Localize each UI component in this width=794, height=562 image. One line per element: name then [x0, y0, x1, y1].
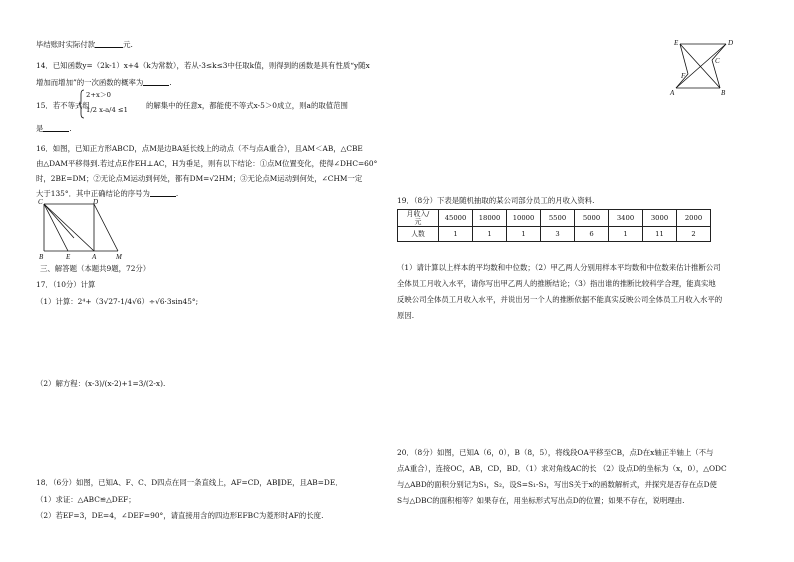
table-cell: 3	[541, 227, 575, 242]
q15-prefix: 15．若不等式组	[36, 101, 90, 110]
fig18-label-b: B	[721, 89, 726, 96]
answer-blank[interactable]	[150, 188, 176, 197]
square-figure	[36, 198, 136, 260]
q17-part1: （1）计算：2⁴+（3√27-1/4√6）÷√6·3sin45°;	[36, 297, 199, 306]
q19-line1: （1）请计算以上样本的平均数和中位数；（2）甲乙两人分别用样本平均数和中位数来估计推断公司	[397, 263, 721, 272]
section-3-heading: 三、解答题（本题共9题，72分）	[40, 264, 151, 273]
q14-line2: 增加而增加”的一次函数的概率为 .	[36, 78, 172, 87]
q18-line3: （2）若EF=3，DE=4，∠DEF=90°，请直接用含的四边形EFBC为菱形时AF的长度.	[36, 511, 324, 520]
fig16-label-a: A	[92, 253, 97, 260]
table-header-income: 月收入/ 元	[398, 210, 439, 227]
q19-line3: 反映公司全体员工月收入水平，并说出另一个人的推断依据不能真实反映公司全体员工月收入水平的	[397, 295, 723, 304]
table-cell: 11	[643, 227, 677, 242]
q15-post: 的解集中的任意x，都能使不等式x-5＞0成立，则a的取值范围	[146, 101, 348, 110]
table-cell: 5000	[575, 210, 609, 227]
answer-blank[interactable]	[143, 77, 169, 86]
fig16-label-m: M	[116, 253, 122, 260]
table-cell: 5500	[541, 210, 575, 227]
table-row	[398, 210, 711, 227]
income-table	[397, 209, 711, 242]
table-cell: 1	[507, 227, 541, 242]
q19-line4: 原因.	[397, 311, 415, 320]
table-cell: 1	[609, 227, 643, 242]
table-cell: 3000	[643, 210, 677, 227]
table-cell: 2000	[677, 210, 711, 227]
table-cell: 45000	[439, 210, 473, 227]
q20-line2: 点A重合），连接OC，AB，CD，BD．（1）求对角线AC的长 （2）设点D的坐标为（x，0），△ODC	[397, 464, 727, 473]
fig16-label-c: C	[38, 198, 43, 206]
q16-line1: 16．如图，已知正方形ABCD，点M是边BA延长线上的动点（不与点A重合），且AM＜AB，△CBE	[36, 144, 363, 153]
q20-line4: S与△DBC的面积相等？如果存在，用坐标形式写出点D的位置；如果不存在，说明理由.	[397, 496, 685, 505]
fig18-label-f: F	[681, 72, 686, 80]
table-cell: 2	[677, 227, 711, 242]
q18-line2: （1）求证：△ABC≌△DEF；	[36, 495, 136, 504]
table-header-count: 人数	[398, 227, 439, 242]
fig16-label-e: E	[66, 253, 71, 260]
q20-line3: 与△ABD的面积分别记为S₁，S₂，设S=S₁-S₂，写出S关于x的函数解析式，并探究是否存在点D使	[397, 480, 717, 489]
fig18-label-a: A	[670, 89, 675, 96]
fig16-label-d: D	[93, 198, 99, 206]
q15-line2: 是 .	[36, 124, 72, 133]
q17-part2: （2）解方程：(x-3)/(x-2)+1=3/(2-x).	[36, 379, 166, 388]
fig16-label-b: B	[39, 253, 44, 260]
table-cell: 3400	[609, 210, 643, 227]
q15-system-line2: 1/2 x-a/4 ≤1	[86, 106, 128, 114]
table-cell: 1	[473, 227, 507, 242]
fig18-label-e: E	[674, 39, 679, 47]
q19-line2: 全体员工月收入水平，请你写出甲乙两人的推断结论；（3）指出谁的推断比较科学合理，能真实地	[397, 279, 716, 288]
q14-line1: 14．已知函数y=（2k-1）x+4（k为常数），若从-3≤k≤3中任取k值，则得到的函数是具有性质“y随x	[36, 61, 370, 70]
q19-title: 19．（8分）下表是随机抽取的某公司部分员工的月收入资料.	[397, 196, 595, 205]
table-cell: 18000	[473, 210, 507, 227]
q15-system-line1: 2+x＞0	[86, 91, 111, 99]
fig18-label-c: C	[715, 57, 720, 65]
q16-line2: 由△DAM平移得到.若过点E作EH⊥AC，H为垂足，则有以下结论：①点M位置变化，使得∠DHC=60°	[36, 159, 378, 168]
answer-blank[interactable]	[43, 123, 69, 132]
q16-line3: 时，2BE=DM；②无论点M运动到何处，都有DM=√2HM；③无论点M运动到何处，∠CHM一定	[36, 174, 363, 183]
answer-blank[interactable]	[95, 39, 123, 48]
table-cell: 10000	[507, 210, 541, 227]
q17-title: 17．（10分）计算	[36, 280, 96, 289]
q16-line4: 大于135°．其中正确结论的序号为 .	[36, 189, 179, 198]
table-cell: 1	[439, 227, 473, 242]
fig18-label-d: D	[728, 39, 734, 47]
q13-tail: 毕结账时实际付款 元.	[36, 40, 133, 49]
q18-line1: 18．（6分）如图，已知A、F、C、D四点在同一条直线上，AF=CD，AB∥DE，且AB=DE．	[36, 478, 343, 487]
parallel-figure	[668, 36, 740, 96]
table-cell: 6	[575, 227, 609, 242]
q20-line1: 20．（8分）如图，已知A（6，0），B（8，5），将线段OA平移至CB，点D在x轴正半轴上（不与	[397, 448, 714, 457]
table-row	[398, 227, 711, 242]
brace-icon	[78, 89, 86, 119]
